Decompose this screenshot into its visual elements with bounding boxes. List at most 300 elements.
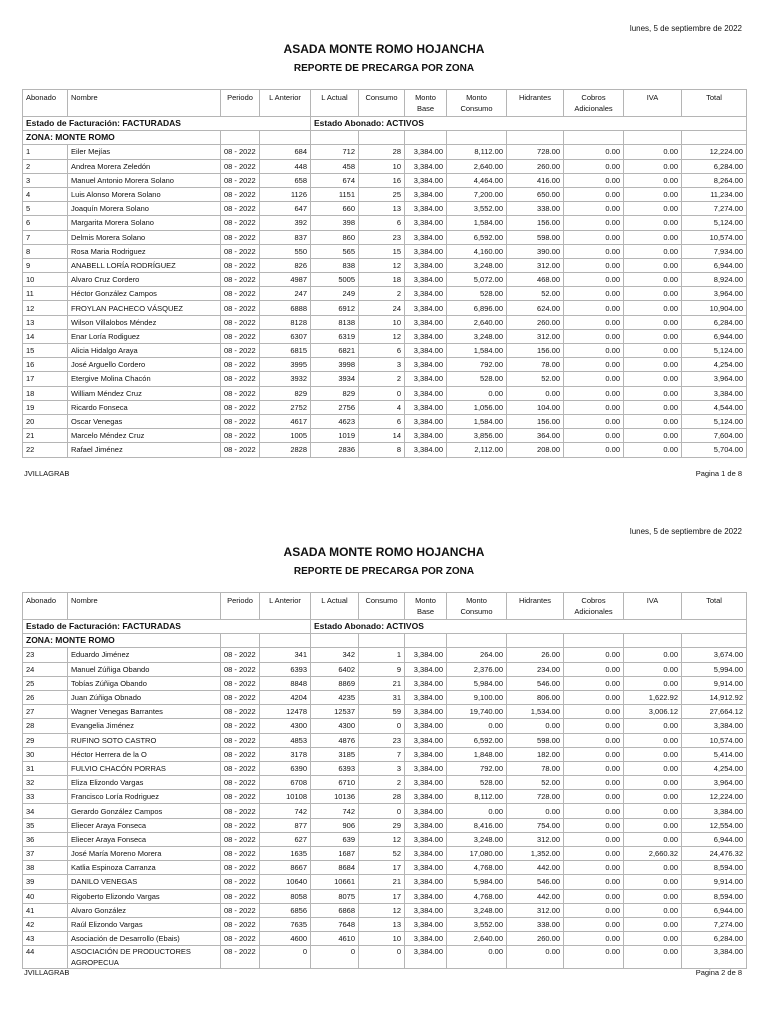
cell-hidrantes: 728.00 (507, 790, 564, 804)
header-row (23, 593, 747, 620)
cell-l-actual: 5005 (311, 273, 359, 287)
cell-monto-consumo: 2,376.00 (447, 662, 507, 676)
cell-hidrantes: 0.00 (507, 946, 564, 969)
cell-nombre: Eliza Elizondo Vargas (68, 776, 221, 790)
cell-consumo: 24 (359, 301, 405, 315)
cell-nombre: Wagner Venegas Barrantes (68, 705, 221, 719)
cell-monto-base: 3,384.00 (405, 315, 447, 329)
cell-monto-consumo: 3,248.00 (447, 258, 507, 272)
cell-l-actual: 4623 (311, 414, 359, 428)
cell-nombre: DANILO VENEGAS (68, 875, 221, 889)
cell-l-anterior: 6888 (260, 301, 311, 315)
cell-iva: 0.00 (624, 145, 682, 159)
cell-l-actual: 4610 (311, 932, 359, 946)
cell-hidrantes: 52.00 (507, 776, 564, 790)
cell-iva: 0.00 (624, 329, 682, 343)
cell-periodo: 08 - 2022 (221, 861, 260, 875)
table-row (23, 159, 747, 173)
cell-l-anterior: 658 (260, 173, 311, 187)
cell-periodo: 08 - 2022 (221, 159, 260, 173)
cell-abonado: 7 (23, 230, 68, 244)
cell-iva: 0.00 (624, 173, 682, 187)
cell-periodo: 08 - 2022 (221, 173, 260, 187)
cell-cobros: 0.00 (564, 187, 624, 201)
cell-abonado: 12 (23, 301, 68, 315)
cell-hidrantes: 156.00 (507, 414, 564, 428)
cell-total: 4,544.00 (682, 400, 747, 414)
cell-iva: 3,006.12 (624, 705, 682, 719)
cell-l-actual: 565 (311, 244, 359, 258)
cell-cobros: 0.00 (564, 733, 624, 747)
cell-abonado: 2 (23, 159, 68, 173)
cell-monto-base: 3,384.00 (405, 400, 447, 414)
report-page-1 (0, 0, 768, 500)
cell-periodo: 08 - 2022 (221, 372, 260, 386)
cell-iva: 0.00 (624, 244, 682, 258)
col-l-actual: L Actual (311, 90, 359, 117)
col-periodo: Periodo (221, 593, 260, 620)
report-title: REPORTE DE PRECARGA POR ZONA (293, 63, 475, 74)
cell-abonado: 42 (23, 917, 68, 931)
table-row (23, 414, 747, 428)
cell-periodo: 08 - 2022 (221, 258, 260, 272)
cell-cobros: 0.00 (564, 761, 624, 775)
cell-iva: 0.00 (624, 344, 682, 358)
cell-periodo: 08 - 2022 (221, 230, 260, 244)
cell-l-actual: 712 (311, 145, 359, 159)
page-number: Pagina 1 de 8 (695, 469, 742, 478)
cell-l-actual: 2756 (311, 400, 359, 414)
cell-total: 12,224.00 (682, 790, 747, 804)
cell-cobros: 0.00 (564, 400, 624, 414)
cell-consumo: 13 (359, 917, 405, 931)
cell-nombre: Andrea Morera Zeledón (68, 159, 221, 173)
table-row (23, 903, 747, 917)
cell-cobros: 0.00 (564, 861, 624, 875)
report-body (23, 117, 747, 458)
col-nombre: Nombre (68, 593, 221, 620)
cell-abonado: 17 (23, 372, 68, 386)
cell-monto-base: 3,384.00 (405, 173, 447, 187)
cell-consumo: 12 (359, 832, 405, 846)
cell-monto-consumo: 4,768.00 (447, 861, 507, 875)
cell-monto-base: 3,384.00 (405, 917, 447, 931)
cell-consumo: 8 (359, 443, 405, 457)
cell-consumo: 2 (359, 372, 405, 386)
cell-monto-consumo: 3,552.00 (447, 917, 507, 931)
cell-l-anterior: 6390 (260, 761, 311, 775)
cell-monto-base: 3,384.00 (405, 733, 447, 747)
cell-cobros: 0.00 (564, 258, 624, 272)
cell-abonado: 4 (23, 187, 68, 201)
cell-consumo: 12 (359, 258, 405, 272)
cell-l-anterior: 6856 (260, 903, 311, 917)
cell-consumo: 21 (359, 676, 405, 690)
cell-monto-consumo: 0.00 (447, 386, 507, 400)
report-table (22, 592, 747, 969)
cell-monto-base: 3,384.00 (405, 804, 447, 818)
cell-consumo: 0 (359, 946, 405, 969)
cell-periodo: 08 - 2022 (221, 662, 260, 676)
cell-l-anterior: 6393 (260, 662, 311, 676)
cell-total: 10,904.00 (682, 301, 747, 315)
page-number: Pagina 2 de 8 (695, 968, 742, 977)
cell-consumo: 29 (359, 818, 405, 832)
table-row (23, 932, 747, 946)
col-cobros: Cobros Adicionales (564, 90, 624, 117)
billing-status: Estado de Facturación: FACTURADAS (23, 117, 311, 131)
cell-nombre: Oscar Venegas (68, 414, 221, 428)
cell-l-actual: 639 (311, 832, 359, 846)
cell-monto-base: 3,384.00 (405, 818, 447, 832)
cell-consumo: 18 (359, 273, 405, 287)
cell-abonado: 39 (23, 875, 68, 889)
cell-l-actual: 6710 (311, 776, 359, 790)
cell-consumo: 12 (359, 903, 405, 917)
cell-periodo: 08 - 2022 (221, 358, 260, 372)
cell-hidrantes: 52.00 (507, 287, 564, 301)
cell-abonado: 14 (23, 329, 68, 343)
cell-cobros: 0.00 (564, 230, 624, 244)
col-iva: IVA (624, 593, 682, 620)
cell-monto-consumo: 5,072.00 (447, 273, 507, 287)
cell-total: 5,994.00 (682, 662, 747, 676)
cell-l-actual: 1687 (311, 847, 359, 861)
cell-iva: 0.00 (624, 790, 682, 804)
cell-total: 4,254.00 (682, 358, 747, 372)
cell-nombre: Héctor González Campos (68, 287, 221, 301)
cell-consumo: 14 (359, 429, 405, 443)
cell-consumo: 10 (359, 932, 405, 946)
cell-total: 8,924.00 (682, 273, 747, 287)
cell-consumo: 17 (359, 861, 405, 875)
cell-iva: 0.00 (624, 676, 682, 690)
cell-iva: 0.00 (624, 946, 682, 969)
cell-abonado: 37 (23, 847, 68, 861)
cell-consumo: 31 (359, 690, 405, 704)
col-monto-base: Monto Base (405, 90, 447, 117)
cell-hidrantes: 598.00 (507, 230, 564, 244)
cell-monto-base: 3,384.00 (405, 662, 447, 676)
cell-nombre: Manuel Zúñiga Obando (68, 662, 221, 676)
cell-periodo: 08 - 2022 (221, 287, 260, 301)
cell-consumo: 2 (359, 776, 405, 790)
cell-l-anterior: 837 (260, 230, 311, 244)
cell-cobros: 0.00 (564, 443, 624, 457)
cell-monto-base: 3,384.00 (405, 301, 447, 315)
cell-nombre: Wilson Villalobos Méndez (68, 315, 221, 329)
cell-cobros: 0.00 (564, 216, 624, 230)
col-l-actual: L Actual (311, 593, 359, 620)
table-row (23, 875, 747, 889)
cell-l-actual: 742 (311, 804, 359, 818)
cell-abonado: 15 (23, 344, 68, 358)
cell-periodo: 08 - 2022 (221, 847, 260, 861)
cell-abonado: 6 (23, 216, 68, 230)
cell-monto-consumo: 528.00 (447, 776, 507, 790)
cell-l-anterior: 742 (260, 804, 311, 818)
cell-iva: 0.00 (624, 258, 682, 272)
cell-nombre: Eduardo Jiménez (68, 648, 221, 662)
cell-abonado: 32 (23, 776, 68, 790)
subscriber-status: Estado Abonado: ACTIVOS (311, 620, 747, 634)
cell-total: 3,384.00 (682, 719, 747, 733)
cell-abonado: 40 (23, 889, 68, 903)
cell-iva: 0.00 (624, 400, 682, 414)
cell-cobros: 0.00 (564, 173, 624, 187)
cell-nombre: FROYLAN PACHECO VÁSQUEZ (68, 301, 221, 315)
cell-periodo: 08 - 2022 (221, 315, 260, 329)
cell-l-anterior: 4853 (260, 733, 311, 747)
table-row (23, 662, 747, 676)
cell-total: 9,914.00 (682, 676, 747, 690)
table-row (23, 244, 747, 258)
cell-total: 3,964.00 (682, 287, 747, 301)
cell-monto-base: 3,384.00 (405, 690, 447, 704)
cell-total: 7,934.00 (682, 244, 747, 258)
cell-cobros: 0.00 (564, 818, 624, 832)
cell-l-anterior: 8848 (260, 676, 311, 690)
table-row (23, 429, 747, 443)
cell-monto-consumo: 264.00 (447, 648, 507, 662)
cell-hidrantes: 754.00 (507, 818, 564, 832)
cell-periodo: 08 - 2022 (221, 733, 260, 747)
cell-cobros: 0.00 (564, 159, 624, 173)
cell-total: 7,274.00 (682, 917, 747, 931)
cell-periodo: 08 - 2022 (221, 187, 260, 201)
cell-nombre: Juan Zúñiga Obnado (68, 690, 221, 704)
cell-monto-consumo: 2,640.00 (447, 159, 507, 173)
cell-abonado: 25 (23, 676, 68, 690)
cell-monto-consumo: 6,896.00 (447, 301, 507, 315)
cell-nombre: Asociación de Desarrollo (Ebais) (68, 932, 221, 946)
cell-hidrantes: 312.00 (507, 903, 564, 917)
cell-monto-consumo: 0.00 (447, 804, 507, 818)
cell-l-actual: 1151 (311, 187, 359, 201)
cell-monto-consumo: 792.00 (447, 761, 507, 775)
cell-monto-consumo: 3,248.00 (447, 832, 507, 846)
cell-hidrantes: 78.00 (507, 358, 564, 372)
cell-l-anterior: 6708 (260, 776, 311, 790)
cell-abonado: 11 (23, 287, 68, 301)
cell-consumo: 7 (359, 747, 405, 761)
cell-consumo: 0 (359, 386, 405, 400)
table-row (23, 804, 747, 818)
cell-iva: 0.00 (624, 648, 682, 662)
cell-monto-base: 3,384.00 (405, 903, 447, 917)
cell-total: 12,554.00 (682, 818, 747, 832)
cell-l-anterior: 4600 (260, 932, 311, 946)
cell-l-actual: 660 (311, 202, 359, 216)
table-row (23, 790, 747, 804)
table-row (23, 861, 747, 875)
cell-periodo: 08 - 2022 (221, 903, 260, 917)
table-row (23, 258, 747, 272)
cell-monto-base: 3,384.00 (405, 747, 447, 761)
cell-nombre: Manuel Antonio Morera Solano (68, 173, 221, 187)
cell-monto-base: 3,384.00 (405, 187, 447, 201)
table-row (23, 847, 747, 861)
cell-abonado: 31 (23, 761, 68, 775)
report-page-2 (0, 503, 768, 1024)
cell-l-anterior: 6815 (260, 344, 311, 358)
cell-monto-consumo: 6,592.00 (447, 230, 507, 244)
cell-l-anterior: 12478 (260, 705, 311, 719)
cell-total: 10,574.00 (682, 733, 747, 747)
cell-total: 24,476.32 (682, 847, 747, 861)
cell-l-anterior: 627 (260, 832, 311, 846)
cell-monto-base: 3,384.00 (405, 202, 447, 216)
table-row (23, 372, 747, 386)
cell-l-anterior: 8058 (260, 889, 311, 903)
cell-cobros: 0.00 (564, 662, 624, 676)
cell-consumo: 23 (359, 733, 405, 747)
cell-monto-base: 3,384.00 (405, 230, 447, 244)
cell-l-actual: 342 (311, 648, 359, 662)
cell-monto-consumo: 1,584.00 (447, 216, 507, 230)
cell-nombre: Francisco Loría Rodriguez (68, 790, 221, 804)
cell-hidrantes: 1,352.00 (507, 847, 564, 861)
cell-iva: 0.00 (624, 804, 682, 818)
report-table (22, 89, 747, 458)
cell-l-actual: 6912 (311, 301, 359, 315)
cell-nombre: Evangelia Jiménez (68, 719, 221, 733)
cell-l-actual: 4300 (311, 719, 359, 733)
cell-l-anterior: 684 (260, 145, 311, 159)
cell-periodo: 08 - 2022 (221, 761, 260, 775)
cell-l-actual: 0 (311, 946, 359, 969)
cell-consumo: 16 (359, 173, 405, 187)
col-monto-consumo: Monto Consumo (447, 90, 507, 117)
cell-hidrantes: 442.00 (507, 861, 564, 875)
cell-abonado: 1 (23, 145, 68, 159)
cell-nombre: ANABELL LORÍA RODRÍGUEZ (68, 258, 221, 272)
cell-abonado: 21 (23, 429, 68, 443)
zone-label: ZONA: MONTE ROMO (23, 634, 221, 648)
cell-hidrantes: 546.00 (507, 676, 564, 690)
report-title: REPORTE DE PRECARGA POR ZONA (293, 566, 475, 577)
col-consumo: Consumo (359, 593, 405, 620)
cell-monto-consumo: 4,768.00 (447, 889, 507, 903)
report-body (23, 620, 747, 969)
cell-iva: 0.00 (624, 429, 682, 443)
cell-total: 3,384.00 (682, 804, 747, 818)
cell-l-anterior: 826 (260, 258, 311, 272)
cell-cobros: 0.00 (564, 917, 624, 931)
cell-hidrantes: 26.00 (507, 648, 564, 662)
cell-iva: 0.00 (624, 273, 682, 287)
cell-abonado: 24 (23, 662, 68, 676)
cell-l-actual: 4876 (311, 733, 359, 747)
cell-nombre: FULVIO CHACÓN PORRAS (68, 761, 221, 775)
cell-l-anterior: 2828 (260, 443, 311, 457)
cell-cobros: 0.00 (564, 804, 624, 818)
cell-abonado: 29 (23, 733, 68, 747)
cell-hidrantes: 624.00 (507, 301, 564, 315)
cell-monto-consumo: 2,112.00 (447, 443, 507, 457)
cell-total: 8,594.00 (682, 861, 747, 875)
cell-total: 8,264.00 (682, 173, 747, 187)
cell-consumo: 3 (359, 761, 405, 775)
cell-l-actual: 860 (311, 230, 359, 244)
cell-cobros: 0.00 (564, 372, 624, 386)
cell-iva: 2,660.32 (624, 847, 682, 861)
cell-l-anterior: 10640 (260, 875, 311, 889)
cell-total: 5,124.00 (682, 414, 747, 428)
cell-iva: 0.00 (624, 414, 682, 428)
cell-l-actual: 2836 (311, 443, 359, 457)
cell-monto-consumo: 8,416.00 (447, 818, 507, 832)
cell-hidrantes: 1,534.00 (507, 705, 564, 719)
col-periodo: Periodo (221, 90, 260, 117)
cell-nombre: Katlia Espinoza Carranza (68, 861, 221, 875)
cell-total: 3,384.00 (682, 386, 747, 400)
cell-cobros: 0.00 (564, 903, 624, 917)
cell-periodo: 08 - 2022 (221, 145, 260, 159)
cell-abonado: 26 (23, 690, 68, 704)
cell-l-actual: 6319 (311, 329, 359, 343)
col-iva: IVA (624, 90, 682, 117)
cell-nombre: Rosa Maria Rodriguez (68, 244, 221, 258)
cell-hidrantes: 0.00 (507, 804, 564, 818)
cell-monto-base: 3,384.00 (405, 145, 447, 159)
cell-abonado: 10 (23, 273, 68, 287)
cell-l-anterior: 3932 (260, 372, 311, 386)
cell-abonado: 19 (23, 400, 68, 414)
cell-monto-consumo: 4,160.00 (447, 244, 507, 258)
cell-l-actual: 6393 (311, 761, 359, 775)
zone-label: ZONA: MONTE ROMO (23, 131, 221, 145)
cell-abonado: 44 (23, 946, 68, 969)
cell-hidrantes: 312.00 (507, 258, 564, 272)
cell-l-anterior: 4300 (260, 719, 311, 733)
cell-l-anterior: 550 (260, 244, 311, 258)
table-row (23, 889, 747, 903)
cell-hidrantes: 260.00 (507, 159, 564, 173)
cell-hidrantes: 0.00 (507, 719, 564, 733)
cell-monto-consumo: 3,248.00 (447, 903, 507, 917)
cell-cobros: 0.00 (564, 790, 624, 804)
table-row (23, 173, 747, 187)
table-row (23, 443, 747, 457)
cell-nombre: Etergive Molina Chacón (68, 372, 221, 386)
cell-hidrantes: 442.00 (507, 889, 564, 903)
cell-nombre: Joaquín Morera Solano (68, 202, 221, 216)
cell-hidrantes: 364.00 (507, 429, 564, 443)
cell-total: 6,944.00 (682, 258, 747, 272)
cell-monto-consumo: 2,640.00 (447, 932, 507, 946)
cell-abonado: 16 (23, 358, 68, 372)
cell-total: 14,912.92 (682, 690, 747, 704)
cell-total: 9,914.00 (682, 875, 747, 889)
cell-hidrantes: 338.00 (507, 202, 564, 216)
status-row (23, 620, 747, 634)
cell-cobros: 0.00 (564, 705, 624, 719)
cell-nombre: Gerardo González Campos (68, 804, 221, 818)
cell-hidrantes: 78.00 (507, 761, 564, 775)
cell-l-actual: 10136 (311, 790, 359, 804)
cell-l-actual: 3185 (311, 747, 359, 761)
cell-consumo: 28 (359, 145, 405, 159)
cell-abonado: 36 (23, 832, 68, 846)
cell-hidrantes: 156.00 (507, 344, 564, 358)
cell-hidrantes: 598.00 (507, 733, 564, 747)
table-row (23, 946, 747, 969)
cell-monto-base: 3,384.00 (405, 429, 447, 443)
cell-iva: 0.00 (624, 202, 682, 216)
col-hidrantes: Hidrantes (507, 593, 564, 620)
cell-iva: 0.00 (624, 917, 682, 931)
